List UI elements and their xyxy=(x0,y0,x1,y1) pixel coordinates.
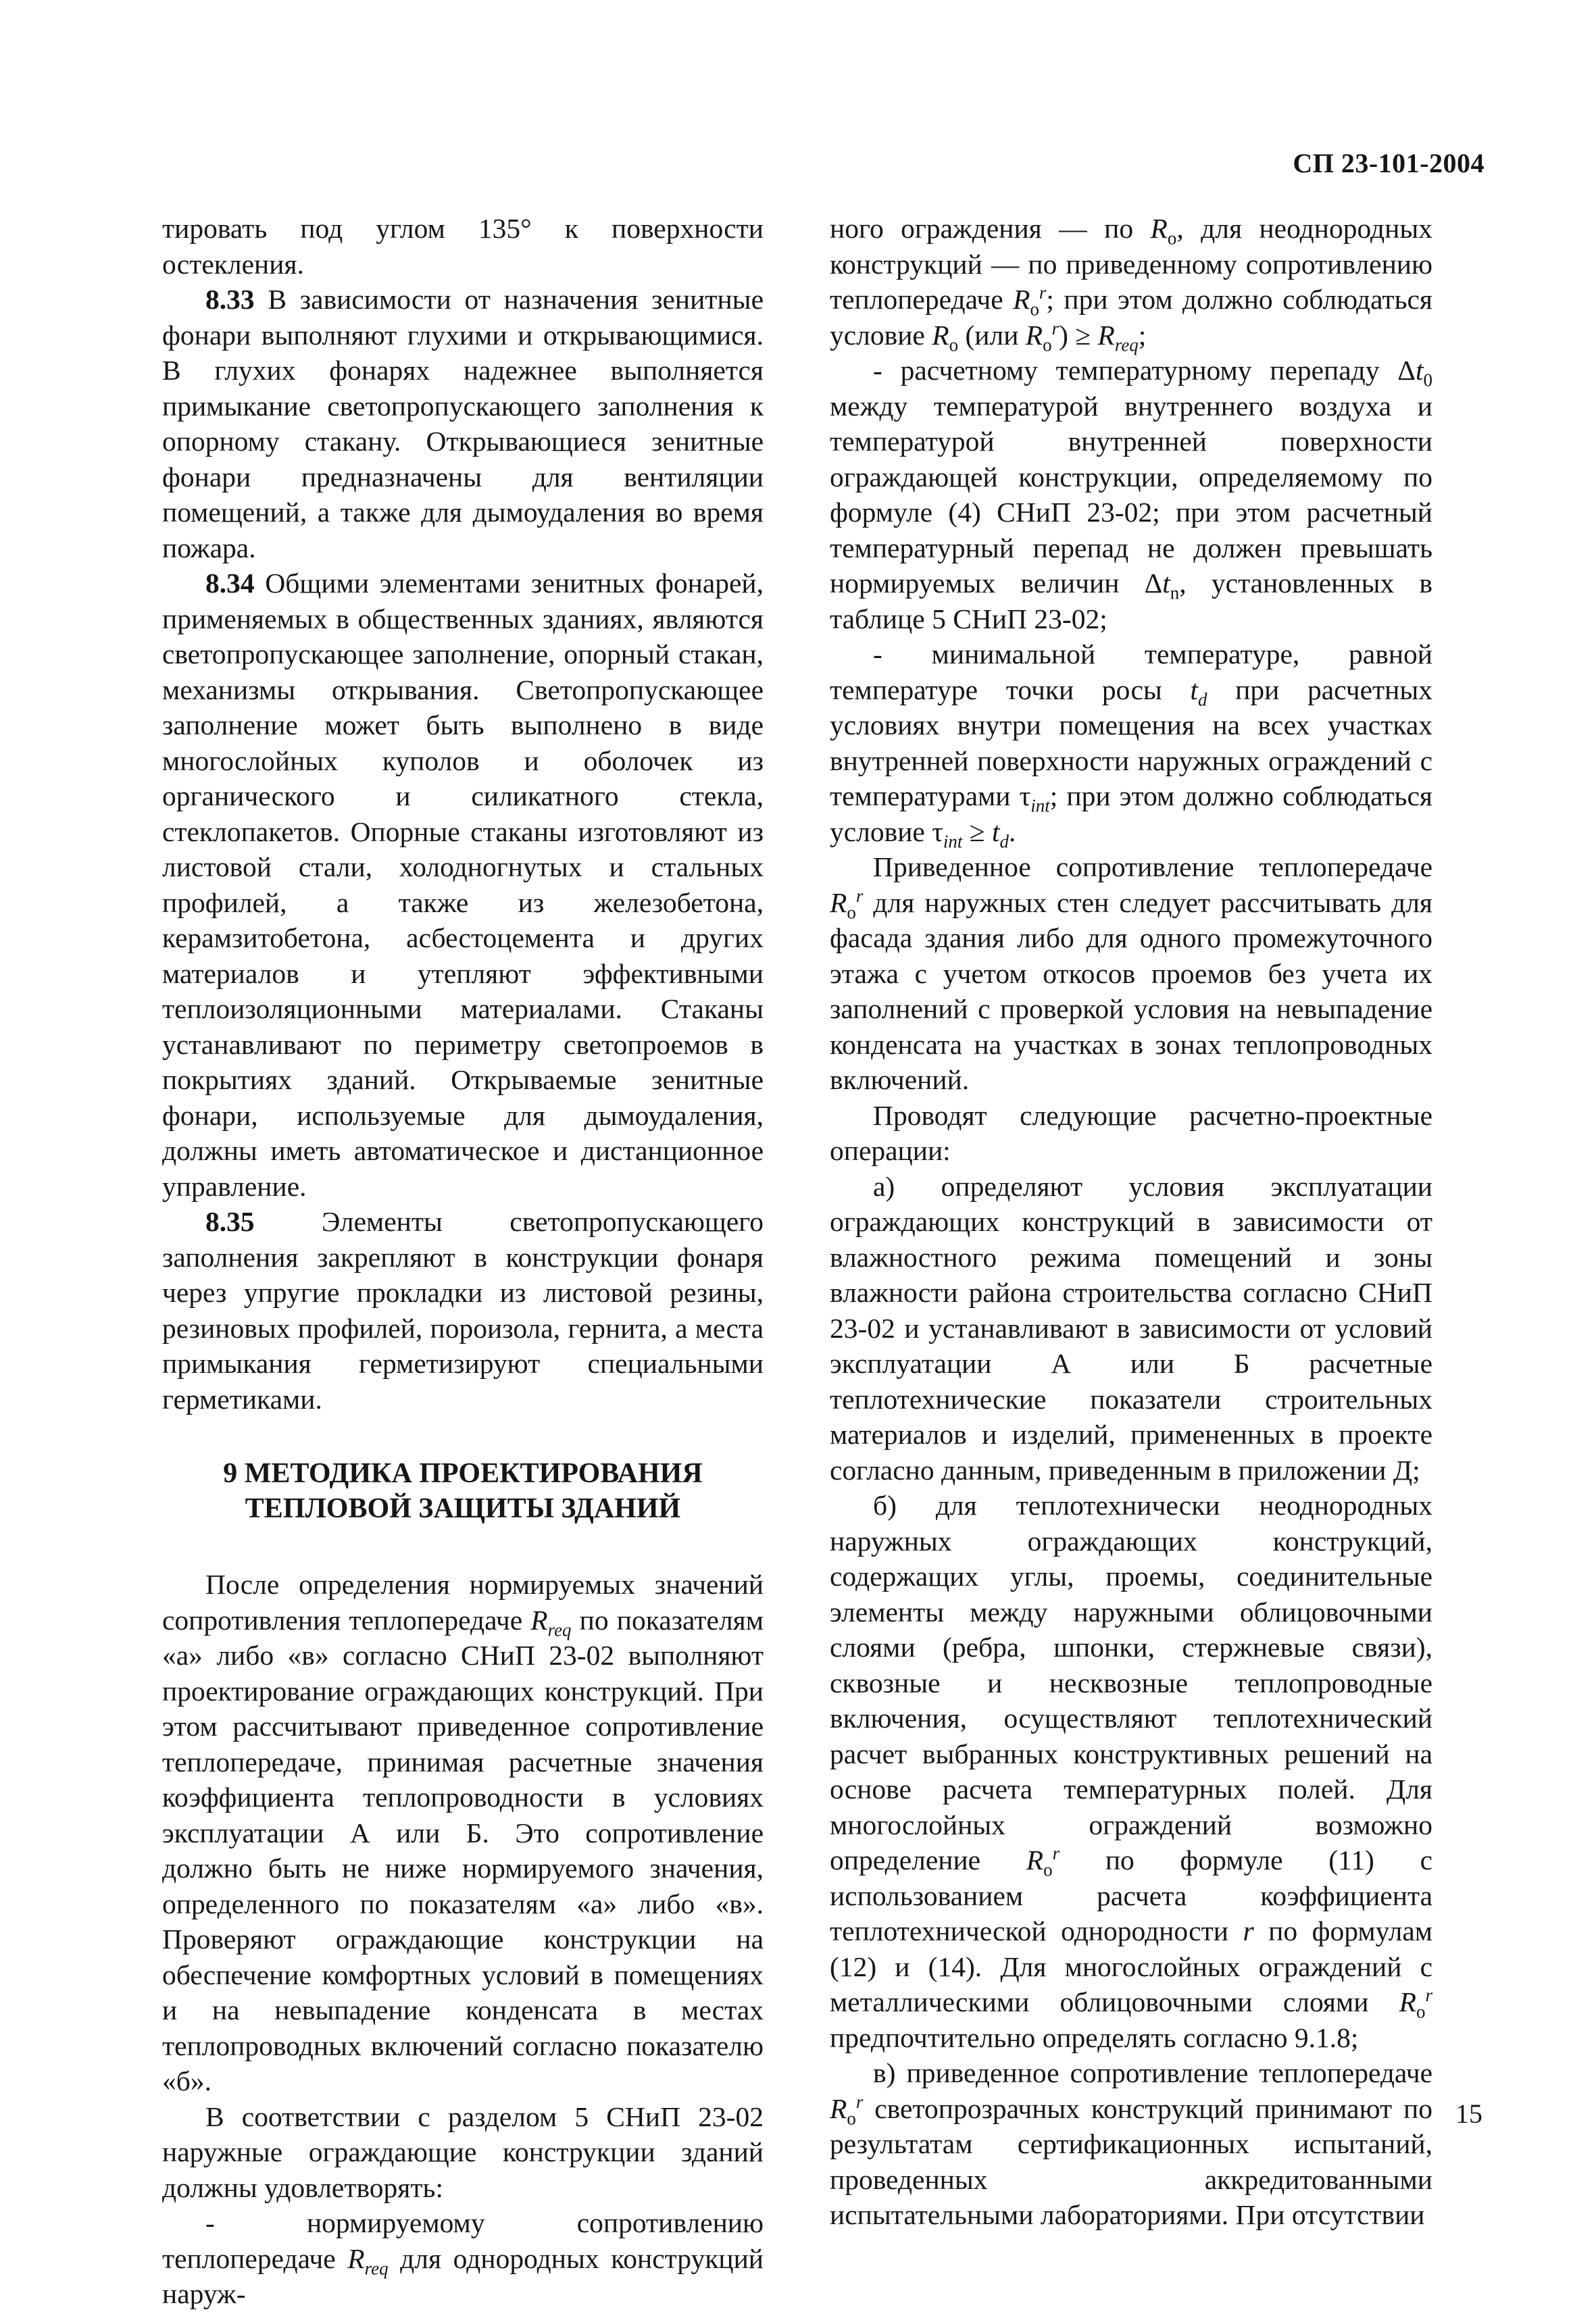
paragraph-design-method: После определения нормируемых значений сопротивления теплопередаче $R_{req}$ по показателям «а» либо «в» согласно СНиП 23-02 выполняют проектирование ограждающих конструкций. При этом рассчитывают приведенное сопротивление теплопередаче, принимая расчетные значения коэффициента теплопроводности в условиях эксплуатации А или Б. Это сопротивление должно быть не ниже нормируемого значения, определенного по показателям «а» либо «в». Проверяют ограждающие конструкции на обеспечение комфортных условий в помещениях и на невыпадение конденсата в местах теплопроводных включений согласно показателю «б». xyxy=(162,1569,764,2096)
paragraph-continuation: тировать под углом 135° к поверхности остекления. xyxy=(162,213,764,280)
right-column xyxy=(830,211,1432,2233)
list-item-temperature-difference: - расчетному температурному перепаду $\Delta t_0$ между температурой внутреннего воздуха и температурой внутренней поверхности ограждающей конструкции, определяемому по формуле (4) СНиП 23-02; при этом расчетный температурный перепад не должен превышать нормируемых величин $\Delta t_n$, установленных в таблице 5 СНиП 23-02; xyxy=(830,355,1432,634)
clause-number: 8.34 xyxy=(205,568,255,599)
clause-number: 8.35 xyxy=(205,1206,255,1237)
clause-number: 8.33 xyxy=(205,284,255,315)
section-heading-line: ТЕПЛОВОЙ ЗАЩИТЫ ЗДАНИЙ xyxy=(245,1493,681,1524)
paragraph-operations-intro: Проводят следующие расчетно-проектные операции: xyxy=(830,1099,1432,1166)
document-code-header: СП 23-101-2004 xyxy=(1293,148,1485,178)
clause-8-34: 8.34 Общими элементами зенитных фонарей, применяемых в общественных зданиях, являются светопропускающее заполнение, опорный стакан, механизмы открывания. Светопропускающее заполнение может быть выполнено в виде многослойных куполов и оболочек из органического и силикатного стекла, стеклопакетов. Опорные стаканы изготовляют из листовой стали, холодногнутых и стальных профилей, а также из железобетона, керамзитобетона, асбестоцемента и других материалов и утепляют эффективными теплоизоляционными материалами. Стаканы устанавливают по периметру светопроемов в покрытиях зданий. Открываемые зенитные фонари, используемые для дымоудаления, должны иметь автоматическое и дистанционное управление. xyxy=(162,568,764,1202)
section-heading xyxy=(162,1456,764,1526)
section-heading-line: 9 МЕТОДИКА ПРОЕКТИРОВАНИЯ xyxy=(223,1458,703,1489)
left-column xyxy=(162,211,764,2312)
list-item-b: б) для теплотехнически неоднородных наружных ограждающих конструкций, содержащих углы, проемы, соединительные элементы между наружными облицовочными слоями (ребра, шпонки, стержневые связи), сквозные и несквозные теплопроводные включения, осуществляют теплотехнический расчет выбранных конструктивных решений на основе расчета температурных полей. Для многослойных ограждений возможно определение $R_o^r$ по формуле (11) с использованием расчета коэффициента теплотехнической однородности r по формулам (12) и (14). Для многослойных ограждений с металлическими облицовочными слоями $R_o^r$ предпочтительно определять согласно 9.1.8; xyxy=(830,1490,1432,2053)
list-item-a: а) определяют условия эксплуатации ограждающих конструкций в зависимости от влажностного режима помещений и зоны влажности района строительства согласно СНиП 23-02 и устанавливают в зависимости от условий эксплуатации А или Б расчетные теплотехнические показатели строительных материалов и изделий, примененных в проекте согласно данным, приведенным в приложении Д; xyxy=(830,1170,1432,1486)
paragraph-reduced-resistance: Приведенное сопротивление теплопередаче $R_o^r$ для наружных стен следует рассчитывать для фасада здания либо для одного промежуточного этажа с учетом откосов проемов без учета их заполнений с проверкой условия на невыпадение конденсата на участках в зонах теплопроводных включений. xyxy=(830,851,1432,1095)
clause-8-33: 8.33 В зависимости от назначения зенитные фонари выполняют глухими и открывающимися. В глухих фонарях надежнее выполняется примыкание светопропускающего заполнения к опорному стакану. Открывающиеся зенитные фонари предназначены для вентиляции помещений, а также для дымоудаления во время пожара. xyxy=(162,284,764,563)
list-item-min-temperature: - минимальной температуре, равной температуре точки росы $t_d$ при расчетных условиях внутри помещения на всех участках внутренней поверхности наружных ограждений с температурами $\tau_{int}$; при этом должно соблюдаться условие $\tau_{int} \ge t_d$. xyxy=(830,638,1432,851)
list-item-c: в) приведенное сопротивление теплопередаче $R_o^r$ светопрозрачных конструкций принимают по результатам сертификационных испытаний, проведенных аккредитованными испытательными лабораториями. При отсутствии xyxy=(830,2057,1432,2230)
clause-8-35: 8.35 Элементы светопропускающего заполнения закрепляют в конструкции фонаря через упругие прокладки из листовой резины, резиновых профилей, пороизола, гернита, а места примыкания герметизируют специальными герметиками. xyxy=(162,1206,764,1415)
list-item-norm-resistance: - нормируемому сопротивлению теплопередаче $R_{req}$ для однородных конструкций наруж- xyxy=(162,2207,764,2309)
paragraph-requirements: В соответствии с разделом 5 СНиП 23-02 наружные ограждающие конструкции зданий должны удовлетворять: xyxy=(162,2101,764,2203)
page-number: 15 xyxy=(1455,2098,1482,2129)
list-item-continuation: ного ограждения — по $R_o$, для неоднородных конструкций — по приведенному сопротивлению теплопередаче $R_o^r$; при этом должно соблюдаться условие $R_o$ (или $R_o^r) \ge R_{req}$; xyxy=(830,213,1433,355)
